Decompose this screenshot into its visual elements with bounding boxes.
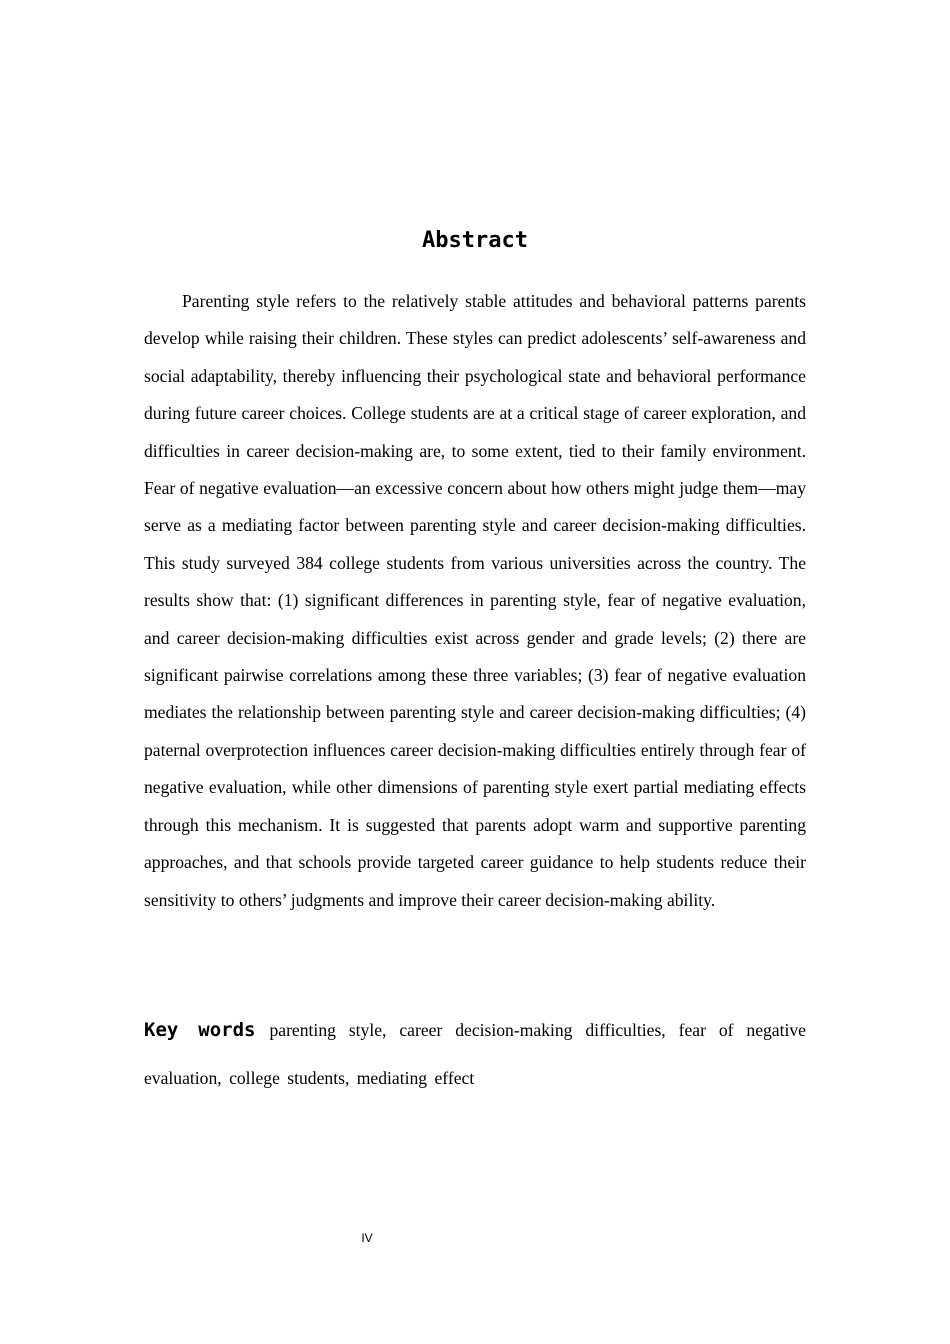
abstract-body: Parenting style refers to the relatively stable attitudes and behavioral patterns parents develop while raising their children. These styles can predict adolescents’ self-awareness and social adaptability, thereby influencing their psychological state and behavioral performance during future career choices. College students are at a critical stage of career exploration, and difficulties in career decision-making are, to some extent, tied to their family environment. Fear of negative evaluation—an excessive concern about how others might judge them—may serve as a mediating factor between parenting style and career decision-making difficulties. This study surveyed 384 college students from various universities across the country. The results show that: (1) significant differences in parenting style, fear of negative evaluation, and career decision-making difficulties exist across gender and grade levels; (2) there are significant pairwise correlations among these three variables; (3) fear of negative evaluation mediates the relationship between parenting style and career decision-making difficulties; (4) paternal overprotection influences career decision-making difficulties entirely through fear of negative evaluation, while other dimensions of parenting style exert partial mediating effects through this mechanism. It is suggested that parents adopt warm and supportive parenting approaches, and that schools provide targeted career guidance to help students reduce their sensitivity to others’ judgments and improve their career decision-making ability. (144, 291, 806, 910)
abstract-title: Abstract (422, 228, 528, 253)
page-number: IV (361, 1231, 373, 1245)
keywords-paragraph (144, 1006, 806, 1102)
keywords-text: parenting style, career decision-making difficulties, fear of negative evaluation, college students, mediating effect (144, 1020, 806, 1088)
keywords-label: Key words (144, 1019, 256, 1041)
